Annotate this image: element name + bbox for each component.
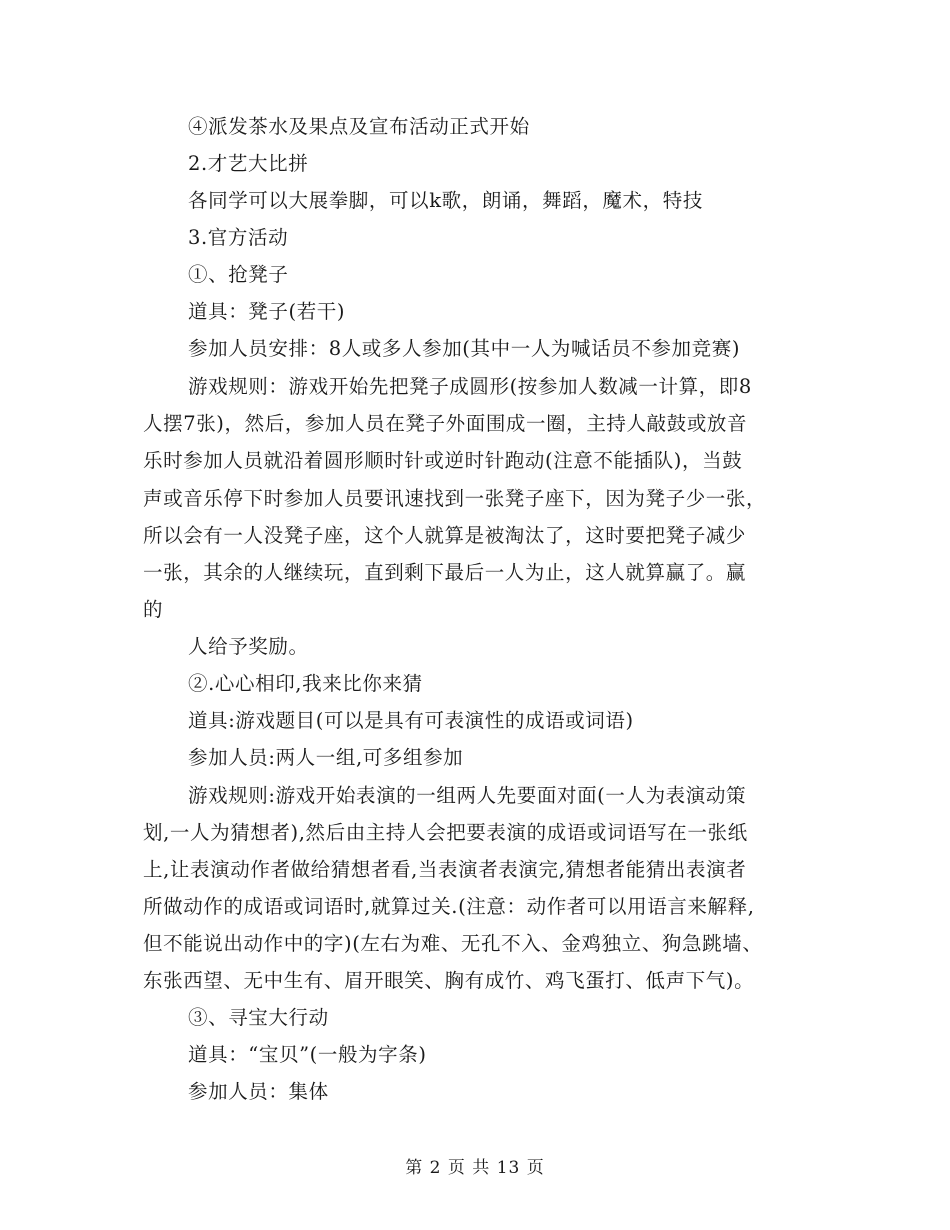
text-line: 划,一人为猜想者),然后由主持人会把要表演的成语或词语写在一张纸 <box>143 821 748 844</box>
text-line: 道具:游戏题目(可以是具有可表演性的成语或词语) <box>188 709 634 732</box>
game-title: ②.心心相印,我来比你来猜 <box>188 672 423 695</box>
text-line: 参加人员:两人一组,可多组参加 <box>188 746 464 769</box>
section-heading: 3.官方活动 <box>188 226 289 249</box>
text-line: 上,让表演动作者做给猜想者看,当表演者表演完,猜想者能猜出表演者 <box>143 858 747 881</box>
text-line: 参加人员：集体 <box>188 1080 329 1103</box>
text-line: 但不能说出动作中的字)(左右为难、无孔不入、金鸡独立、狗急跳墙、 <box>143 932 763 955</box>
text-line: 道具：凳子(若干) <box>188 300 346 323</box>
text-line: ④派发茶水及果点及宣布活动正式开始 <box>188 115 530 138</box>
game-title: ①、抢凳子 <box>188 263 289 286</box>
text-line: 的 <box>143 598 164 621</box>
text-line: 人给予奖励。 <box>188 635 309 658</box>
text-line: 乐时参加人员就沿着圆形顺时针或逆时针跑动(注意不能插队)，当鼓 <box>143 449 743 472</box>
text-line: 声或音乐停下时参加人员要讯速找到一张凳子座下，因为凳子少一张， <box>143 487 767 510</box>
text-line: 参加人员安排：8人或多人参加(其中一人为喊话员不参加竞赛) <box>188 337 741 360</box>
text-line: 所做动作的成语或词语时,就算过关.(注意：动作者可以用语言来解释, <box>143 895 755 918</box>
text-line: 东张西望、无中生有、眉开眼笑、胸有成竹、鸡飞蛋打、低声下气)。 <box>143 969 755 992</box>
text-line: 所以会有一人没凳子座，这个人就算是被淘汰了，这时要把凳子减少 <box>143 524 747 547</box>
text-line: 各同学可以大展拳脚，可以k歌，朗诵，舞蹈，魔术，特技 <box>188 189 703 212</box>
text-line: 道具：“宝贝”(一般为字条) <box>188 1043 427 1066</box>
game-title: ③、寻宝大行动 <box>188 1006 329 1029</box>
text-line: 游戏规则:游戏开始表演的一组两人先要面对面(一人为表演动策 <box>188 784 747 807</box>
text-line: 游戏规则：游戏开始先把凳子成圆形(按参加人数减一计算，即8 <box>188 375 752 398</box>
section-heading: 2.才艺大比拼 <box>188 152 309 175</box>
text-line: 人摆7张)，然后，参加人员在凳子外面围成一圈，主持人敲鼓或放音 <box>143 412 748 435</box>
text-line: 一张，其余的人继续玩，直到剩下最后一人为止，这人就算赢了。赢 <box>143 561 747 584</box>
page-footer: 第 2 页 共 13 页 <box>405 1158 545 1178</box>
